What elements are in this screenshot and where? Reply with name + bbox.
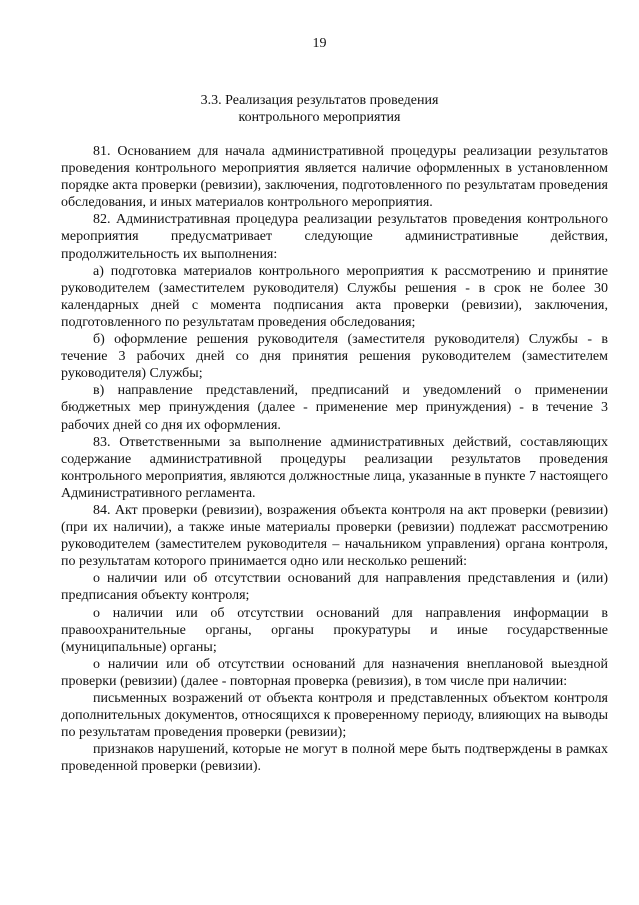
- paragraph-82-item-c: в) направление представлений, предписаний и уведомлений о применении бюджетных мер принуждения (далее - применение мер принуждения) - в течение 3 рабочих дней со дня их оформления.: [61, 383, 608, 433]
- paragraph-84-condition-2: признаков нарушений, которые не могут в полной мере быть подтверждены в рамках проведенной проверки (ревизии).: [61, 742, 608, 775]
- section-title-line-2: контрольного мероприятия: [238, 110, 401, 125]
- page-number: 19: [312, 36, 327, 51]
- paragraph-84-decision-3: о наличии или об отсутствии оснований для назначения внеплановой выездной проверки (ревизии) (далее - повторная проверка (ревизия), в том числе при наличии:: [61, 656, 608, 689]
- paragraph-81: 81. Основанием для начала административной процедуры реализации результатов проведения контрольного мероприятия является наличие оформленных в установленном порядке акта проверки (ревизии), заключения, подготовленного по результатам проведения обследования, и иных материалов контрольного мероприятия.: [61, 144, 608, 211]
- paragraph-82-item-a: а) подготовка материалов контрольного мероприятия к рассмотрению и принятие руководителем (заместителем руководителя) Службы решения - в срок не более 30 календарных дней с момента подписания акта проверки (ревизии), заключения, подготовленного по результатам проведения обследования;: [61, 263, 608, 330]
- paragraph-84-decision-2: о наличии или об отсутствии оснований для направления информации в правоохранительные органы, органы прокуратуры и иные государственные (муниципальные) органы;: [61, 605, 608, 655]
- section-title-line-1: 3.3. Реализация результатов проведения: [200, 93, 439, 108]
- paragraph-83: 83. Ответственными за выполнение административных действий, составляющих содержание административной процедуры реализации результатов проведения контрольного мероприятия, являются должностные лица, указанные в пункте 7 настоящего Административного регламента.: [61, 434, 608, 501]
- paragraph-82-item-b: б) оформление решения руководителя (заместителя руководителя) Службы - в течение 3 рабочих дней со дня принятия решения руководителем (заместителем руководителя) Службы;: [61, 332, 608, 382]
- document-body: [61, 143, 608, 775]
- paragraph-82: 82. Административная процедура реализации результатов проведения контрольного мероприятия предусматривает следующие административные действия, продолжительность их выполнения:: [61, 212, 608, 262]
- paragraph-84: 84. Акт проверки (ревизии), возражения объекта контроля на акт проверки (ревизии) (при их наличии), а также иные материалы проверки (ревизии) подлежат рассмотрению руководителем (заместителем руководителя – начальником управления) органа контроля, по результатам которого принимается одно или несколько решений:: [61, 502, 608, 570]
- paragraph-84-decision-1: о наличии или об отсутствии оснований для направления представления и (или) предписания объекту контроля;: [61, 571, 608, 604]
- section-title: [0, 92, 639, 126]
- paragraph-84-condition-1: письменных возражений от объекта контроля и представленных объектом контроля дополнительных документов, относящихся к проверенному периоду, влияющих на выводы по результатам проведения проверки (ревизии);: [61, 691, 608, 741]
